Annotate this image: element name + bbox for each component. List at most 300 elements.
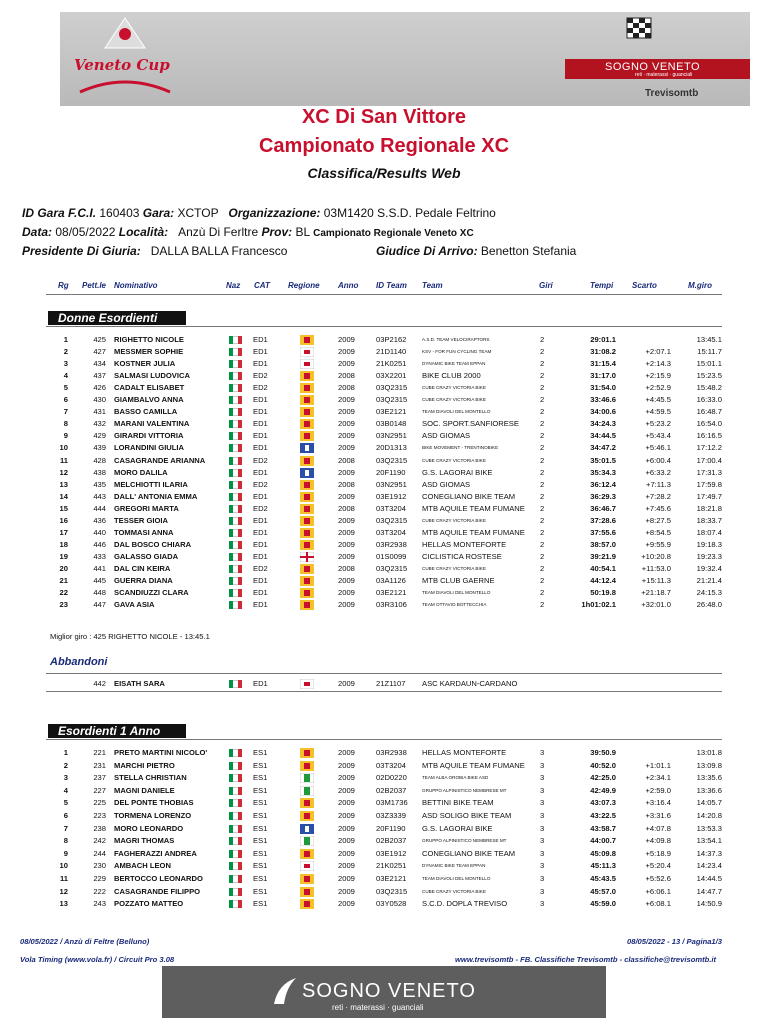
team-name: DYNAMIC BIKE TEAM EPPAN <box>422 361 486 367</box>
italy-flag-icon <box>229 517 242 525</box>
gap: +4:45.5 <box>645 395 671 405</box>
time: 31:54.0 <box>590 383 616 393</box>
team-id: 03E1912 <box>376 848 407 858</box>
laps: 3 <box>540 886 545 896</box>
footer-timing: Vola Timing (www.vola.fr) / Circuit Pro 3.08 <box>20 955 175 964</box>
athlete-name: GALASSO GIADA <box>114 551 179 561</box>
best-lap: 19:32.4 <box>696 563 722 573</box>
time: 45:09.8 <box>590 848 616 858</box>
italy-flag-icon <box>229 553 242 561</box>
athlete-name: TORMENA LORENZO <box>114 811 192 820</box>
athlete-name: STELLA CHRISTIAN <box>114 773 187 783</box>
year: 2009 <box>338 347 355 357</box>
gap: +7:28.2 <box>645 491 671 501</box>
localita-value: Anzù Di Ferltre <box>178 225 259 239</box>
team-name: BIKE MOVEMENT - TRENTINOBIKE <box>422 445 499 451</box>
laps: 2 <box>540 335 545 344</box>
rank: 4 <box>63 371 68 381</box>
laps: 3 <box>540 836 545 846</box>
gara-value: XCTOP <box>177 206 219 220</box>
gap: +1:01.1 <box>645 760 671 770</box>
italy-flag-icon <box>229 529 242 537</box>
laps: 2 <box>540 527 545 537</box>
table-row <box>46 406 722 418</box>
team-name: TEAM ALBA OROBIA BIKE ASD <box>422 775 489 781</box>
laps: 3 <box>540 899 545 909</box>
team-id: 03B0148 <box>376 419 407 429</box>
team-id: 03Z3339 <box>376 811 406 820</box>
athlete-name: SALMASI LUDOVICA <box>114 371 190 381</box>
athlete-name: GREGORI MARTA <box>114 503 179 513</box>
treviso-mtb-logo: Trevisomtb <box>645 88 699 99</box>
italy-flag-icon <box>229 565 242 573</box>
team-id: 03P2162 <box>376 335 407 344</box>
athlete-name: DAL BOSCO CHIARA <box>114 539 192 549</box>
year: 2009 <box>338 407 355 417</box>
year: 2008 <box>338 371 355 381</box>
rank: 6 <box>63 811 68 820</box>
year: 2009 <box>338 359 355 369</box>
col-team: Team <box>422 281 443 290</box>
rank: 11 <box>59 874 68 883</box>
team-id: 02B2037 <box>376 836 407 846</box>
rank: 20 <box>59 563 68 573</box>
time: 36:46.7 <box>590 503 616 513</box>
table-row <box>46 455 722 467</box>
laps: 2 <box>540 588 545 598</box>
team-id: 03E2121 <box>376 407 407 417</box>
bib: 431 <box>93 407 106 417</box>
region-flag-icon <box>300 811 314 821</box>
gap: +7:45.6 <box>645 503 671 513</box>
team-id: 03Q2315 <box>376 395 408 405</box>
laps: 2 <box>540 395 545 405</box>
region-flag-icon <box>300 431 314 441</box>
rank: 18 <box>59 539 68 549</box>
best-lap: 13:53.3 <box>696 823 722 833</box>
athlete-name: CASAGRANDE ARIANNA <box>114 455 206 465</box>
table-row <box>46 394 722 406</box>
gap: +15:11.3 <box>641 576 671 585</box>
year: 2009 <box>338 467 355 477</box>
time: 43:58.7 <box>590 823 616 833</box>
region-flag-icon <box>300 528 314 538</box>
table-row <box>46 430 722 442</box>
bib: 438 <box>93 467 106 477</box>
gap: +5:46.1 <box>645 443 671 453</box>
table-row <box>46 823 722 835</box>
athlete-name: CADALT ELISABET <box>114 383 185 393</box>
region-flag-icon <box>300 371 314 381</box>
laps: 3 <box>540 760 545 770</box>
sogno-veneto-logo-text: SOGNO VENETO <box>302 980 476 1002</box>
gap: +5:18.9 <box>645 848 671 858</box>
year: 2009 <box>338 419 355 429</box>
best-lap: 16:33.0 <box>696 395 722 405</box>
category: ES1 <box>253 823 268 833</box>
best-lap: 14:37.3 <box>696 848 722 858</box>
best-lap: 18:33.7 <box>696 515 722 525</box>
time: 37:28.6 <box>590 515 616 525</box>
year: 2009 <box>338 395 355 405</box>
year: 2009 <box>338 600 355 610</box>
team-id: 03Q2315 <box>376 383 408 393</box>
athlete-name: FAGHERAZZI ANDREA <box>114 848 197 858</box>
table-row <box>46 797 722 809</box>
header-banner <box>60 12 750 106</box>
id-gara-value: 160403 <box>99 206 140 220</box>
italy-flag-icon <box>229 589 242 597</box>
bib: 444 <box>93 503 106 513</box>
year: 2008 <box>338 455 355 465</box>
table-row <box>46 503 722 515</box>
gap: +21:18.7 <box>641 588 671 598</box>
year: 2009 <box>338 515 355 525</box>
italy-flag-icon <box>229 875 242 883</box>
table-row <box>46 810 722 822</box>
athlete-name: DALL' ANTONIA EMMA <box>114 491 198 501</box>
year: 2008 <box>338 503 355 513</box>
abbandoni-divider-bottom <box>46 691 722 692</box>
laps: 2 <box>540 419 545 429</box>
athlete-name: PRETO MARTINI NICOLO' <box>114 748 208 757</box>
region-flag-icon <box>300 786 314 796</box>
rank: 2 <box>63 760 68 770</box>
team-id: 03Q2315 <box>376 563 408 573</box>
team-id: 20D1313 <box>376 443 407 453</box>
bib: 442 <box>93 679 106 688</box>
table-row <box>46 467 722 479</box>
table-row <box>46 370 722 382</box>
team-id: 03N2951 <box>376 479 407 489</box>
bib: 441 <box>93 563 106 573</box>
laps: 3 <box>540 823 545 833</box>
region-flag-icon <box>300 576 314 586</box>
italy-flag-icon <box>229 420 242 428</box>
gap: +8:54.5 <box>645 527 671 537</box>
time: 34:00.6 <box>590 407 616 417</box>
bib: 428 <box>93 455 106 465</box>
rank: 12 <box>59 886 68 896</box>
region-flag-icon <box>300 516 314 526</box>
laps: 2 <box>540 443 545 453</box>
bib: 237 <box>93 773 106 783</box>
region-flag-icon <box>300 383 314 393</box>
year: 2009 <box>338 874 355 883</box>
team-id: 03E2121 <box>376 874 407 883</box>
rank: 1 <box>63 335 68 344</box>
gap: +9:55.9 <box>645 539 671 549</box>
abbandoni-heading: Abbandoni <box>50 656 108 668</box>
header-divider <box>46 294 722 295</box>
year: 2009 <box>338 861 355 871</box>
year: 2009 <box>338 443 355 453</box>
team-name: CUBE CRAZY VICTORIA BIKE <box>422 457 486 463</box>
athlete-name: TESSER GIOIA <box>114 515 169 525</box>
rank: 14 <box>59 491 68 501</box>
category: ED1 <box>253 443 268 453</box>
gap: +2:07.1 <box>645 347 671 357</box>
year: 2009 <box>338 785 355 795</box>
laps: 2 <box>540 576 545 585</box>
region-flag-icon <box>300 443 314 453</box>
rank: 15 <box>59 503 68 513</box>
best-lap: 17:00.4 <box>696 455 722 465</box>
time: 50:19.8 <box>590 588 616 598</box>
col-naz: Naz <box>226 281 241 290</box>
section1-divider <box>46 326 722 327</box>
italy-flag-icon <box>229 812 242 820</box>
time: 39:50.9 <box>590 748 616 757</box>
italy-flag-icon <box>229 408 242 416</box>
checkered-flag-icon <box>625 16 653 50</box>
gap: +4:59.5 <box>645 407 671 417</box>
italy-flag-icon <box>229 348 242 356</box>
giudice-value: Benetton Stefania <box>480 244 577 258</box>
team-name: TEAM DIAVOLI DEL MONTELLO <box>422 590 491 596</box>
gap: +10:20.8 <box>641 551 671 561</box>
gap: +5:43.4 <box>645 431 671 441</box>
region-flag-icon <box>300 849 314 859</box>
bib: 439 <box>93 443 106 453</box>
italy-flag-icon <box>229 577 242 585</box>
team-name: DYNAMIC BIKE TEAM EPPAN <box>422 863 486 869</box>
col-pett: Pett.le <box>82 281 107 290</box>
team-id: 03M1736 <box>376 798 408 808</box>
rank: 3 <box>63 359 68 369</box>
gap: +3:31.6 <box>645 811 671 820</box>
table-row <box>46 860 722 872</box>
laps: 3 <box>540 811 545 820</box>
best-lap: 14:20.8 <box>696 811 722 820</box>
time: 35:01.5 <box>590 455 616 465</box>
region-flag-icon <box>300 492 314 502</box>
gap: +4:09.8 <box>645 836 671 846</box>
region-flag-icon <box>300 748 314 758</box>
time: 45:59.0 <box>590 899 616 909</box>
localita-label: Località: <box>118 225 169 239</box>
region-flag-icon <box>300 761 314 771</box>
rank: 6 <box>63 395 68 405</box>
gap: +2:59.0 <box>645 785 671 795</box>
italy-flag-icon <box>229 444 242 452</box>
laps: 2 <box>540 563 545 573</box>
italy-flag-icon <box>229 372 242 380</box>
best-lap-note: Miglior giro : 425 RIGHETTO NICOLE - 13:45.1 <box>50 632 210 641</box>
athlete-name: KOSTNER JULIA <box>114 359 176 369</box>
team-name: SOC. SPORT.SANFIORESE <box>422 419 519 429</box>
italy-flag-icon <box>229 680 242 688</box>
col-rg: Rg <box>58 281 69 290</box>
team-id: 03Y0528 <box>376 899 407 909</box>
region-flag-icon <box>300 824 314 834</box>
laps: 2 <box>540 347 545 357</box>
time: 45:57.0 <box>590 886 616 896</box>
table-row <box>46 848 722 860</box>
gap: +2:52.9 <box>645 383 671 393</box>
rank: 3 <box>63 773 68 783</box>
year: 2008 <box>338 563 355 573</box>
time: 44:12.4 <box>590 576 616 585</box>
athlete-name: DEL PONTE THOBIAS <box>114 798 194 808</box>
campionato-value: Campionato Regionale Veneto XC <box>313 228 474 239</box>
best-lap: 13:54.1 <box>696 836 722 846</box>
italy-flag-icon <box>229 799 242 807</box>
bib: 429 <box>93 431 106 441</box>
category: ES1 <box>253 748 268 757</box>
best-lap: 13:35.6 <box>696 773 722 783</box>
time: 34:24.3 <box>590 419 616 429</box>
year: 2009 <box>338 836 355 846</box>
laps: 2 <box>540 491 545 501</box>
italy-flag-icon <box>229 787 242 795</box>
table-row <box>46 527 722 539</box>
table-row <box>46 563 722 575</box>
table-row <box>46 747 722 759</box>
footer-contacts: www.trevisomtb - FB. Classifiche Trevisomtb - classifiche@trevisomtb.it <box>455 955 717 964</box>
gap: +4:07.8 <box>645 823 671 833</box>
rank: 12 <box>59 467 68 477</box>
best-lap: 16:54.0 <box>696 419 722 429</box>
team-id: 21K0251 <box>376 861 407 871</box>
team-id: 03R2938 <box>376 748 407 757</box>
athlete-name: CASAGRANDE FILIPPO <box>114 886 201 896</box>
col-scarto: Scarto <box>632 281 657 290</box>
team-name: CUBE CRAZY VICTORIA BIKE <box>422 397 486 403</box>
abbandoni-divider <box>46 673 722 674</box>
category: ES1 <box>253 899 268 909</box>
rank: 1 <box>63 748 68 757</box>
bib: 440 <box>93 527 106 537</box>
team-name: CUBE CRAZY VICTORIA BIKE <box>422 565 486 571</box>
team-id: 01S0099 <box>376 551 407 561</box>
prov-value: BL <box>295 225 310 239</box>
italy-flag-icon <box>229 384 242 392</box>
category: ED2 <box>253 503 268 513</box>
year: 2009 <box>338 811 355 820</box>
laps: 3 <box>540 848 545 858</box>
italy-flag-icon <box>229 888 242 896</box>
team-id: 03T3204 <box>376 503 406 513</box>
best-lap: 17:12.2 <box>696 443 722 453</box>
best-lap: 18:21.8 <box>696 503 722 513</box>
team-id: 03E2121 <box>376 588 407 598</box>
time: 42:49.9 <box>590 785 616 795</box>
rank: 16 <box>59 515 68 525</box>
region-flag-icon <box>300 335 314 345</box>
bib: 443 <box>93 491 106 501</box>
bib: 436 <box>93 515 106 525</box>
championship-title: Campionato Regionale XC <box>258 135 510 157</box>
bib: 448 <box>93 588 106 598</box>
category: ED1 <box>253 359 268 369</box>
athlete-name: SCANDIUZZI CLARA <box>114 588 189 598</box>
col-mgiro: M.giro <box>688 281 712 290</box>
team-id: 20F1190 <box>376 823 406 833</box>
region-flag-icon <box>300 480 314 490</box>
laps: 3 <box>540 874 545 883</box>
region-flag-icon <box>300 347 314 357</box>
category: ES1 <box>253 773 268 783</box>
info-line-1 <box>22 206 496 220</box>
best-lap: 16:16.5 <box>696 431 722 441</box>
table-row <box>46 382 722 394</box>
italy-flag-icon <box>229 505 242 513</box>
region-flag-icon <box>300 395 314 405</box>
gap: +6:06.1 <box>645 886 671 896</box>
laps: 2 <box>540 467 545 477</box>
italy-flag-icon <box>229 749 242 757</box>
year: 2009 <box>338 899 355 909</box>
bib: 445 <box>93 576 106 585</box>
team-id: 03Q2315 <box>376 886 408 896</box>
bib: 427 <box>93 347 106 357</box>
table-row <box>46 442 722 454</box>
bib: 425 <box>93 335 106 344</box>
athlete-name: BERTOCCO LEONARDO <box>114 874 203 883</box>
team-id: 03T3204 <box>376 527 406 537</box>
bib: 437 <box>93 371 106 381</box>
bib: 221 <box>93 748 106 757</box>
prov-label: Prov: <box>261 225 293 239</box>
bib: 227 <box>93 785 106 795</box>
gap: +8:27.5 <box>645 515 671 525</box>
category: ES1 <box>253 836 268 846</box>
table-row <box>46 334 722 346</box>
year: 2009 <box>338 491 355 501</box>
results-subtitle: Classifica/Results Web <box>307 165 461 181</box>
bib: 242 <box>93 836 106 846</box>
team-name: MTB AQUILE TEAM FUMANE <box>422 760 525 770</box>
table-row <box>46 346 722 358</box>
team-id: 03R2938 <box>376 539 407 549</box>
org-label: Organizzazione: <box>228 206 321 220</box>
laps: 2 <box>540 359 545 369</box>
italy-flag-icon <box>229 481 242 489</box>
region-flag-icon <box>300 874 314 884</box>
bib: 243 <box>93 899 106 909</box>
best-lap: 15:48.2 <box>696 383 722 393</box>
laps: 2 <box>540 407 545 417</box>
athlete-name: MARCHI PIETRO <box>114 760 175 770</box>
gap: +7:11.3 <box>646 479 671 489</box>
athlete-name: MORO LEONARDO <box>114 823 184 833</box>
gap: +6:08.1 <box>645 899 671 909</box>
year: 2009 <box>338 527 355 537</box>
year: 2009 <box>338 848 355 858</box>
laps: 2 <box>540 455 545 465</box>
table-row <box>46 418 722 430</box>
time: 40:52.0 <box>590 760 616 770</box>
col-anno: Anno <box>338 281 359 290</box>
rank: 19 <box>59 551 68 561</box>
category: ED1 <box>253 491 268 501</box>
rank: 22 <box>59 588 68 598</box>
region-flag-icon <box>300 588 314 598</box>
time: 45:43.5 <box>590 874 616 883</box>
region-flag-icon <box>300 407 314 417</box>
bib: 446 <box>93 539 106 549</box>
best-lap: 17:31.3 <box>696 467 722 477</box>
year: 2009 <box>338 773 355 783</box>
year: 2009 <box>338 760 355 770</box>
team-name: HELLAS MONTEFORTE <box>422 748 507 757</box>
category: ED1 <box>253 419 268 429</box>
race-title: XC Di San Vittore <box>301 106 467 128</box>
italy-flag-icon <box>229 900 242 908</box>
region-flag-icon <box>300 798 314 808</box>
table-row <box>46 575 722 587</box>
